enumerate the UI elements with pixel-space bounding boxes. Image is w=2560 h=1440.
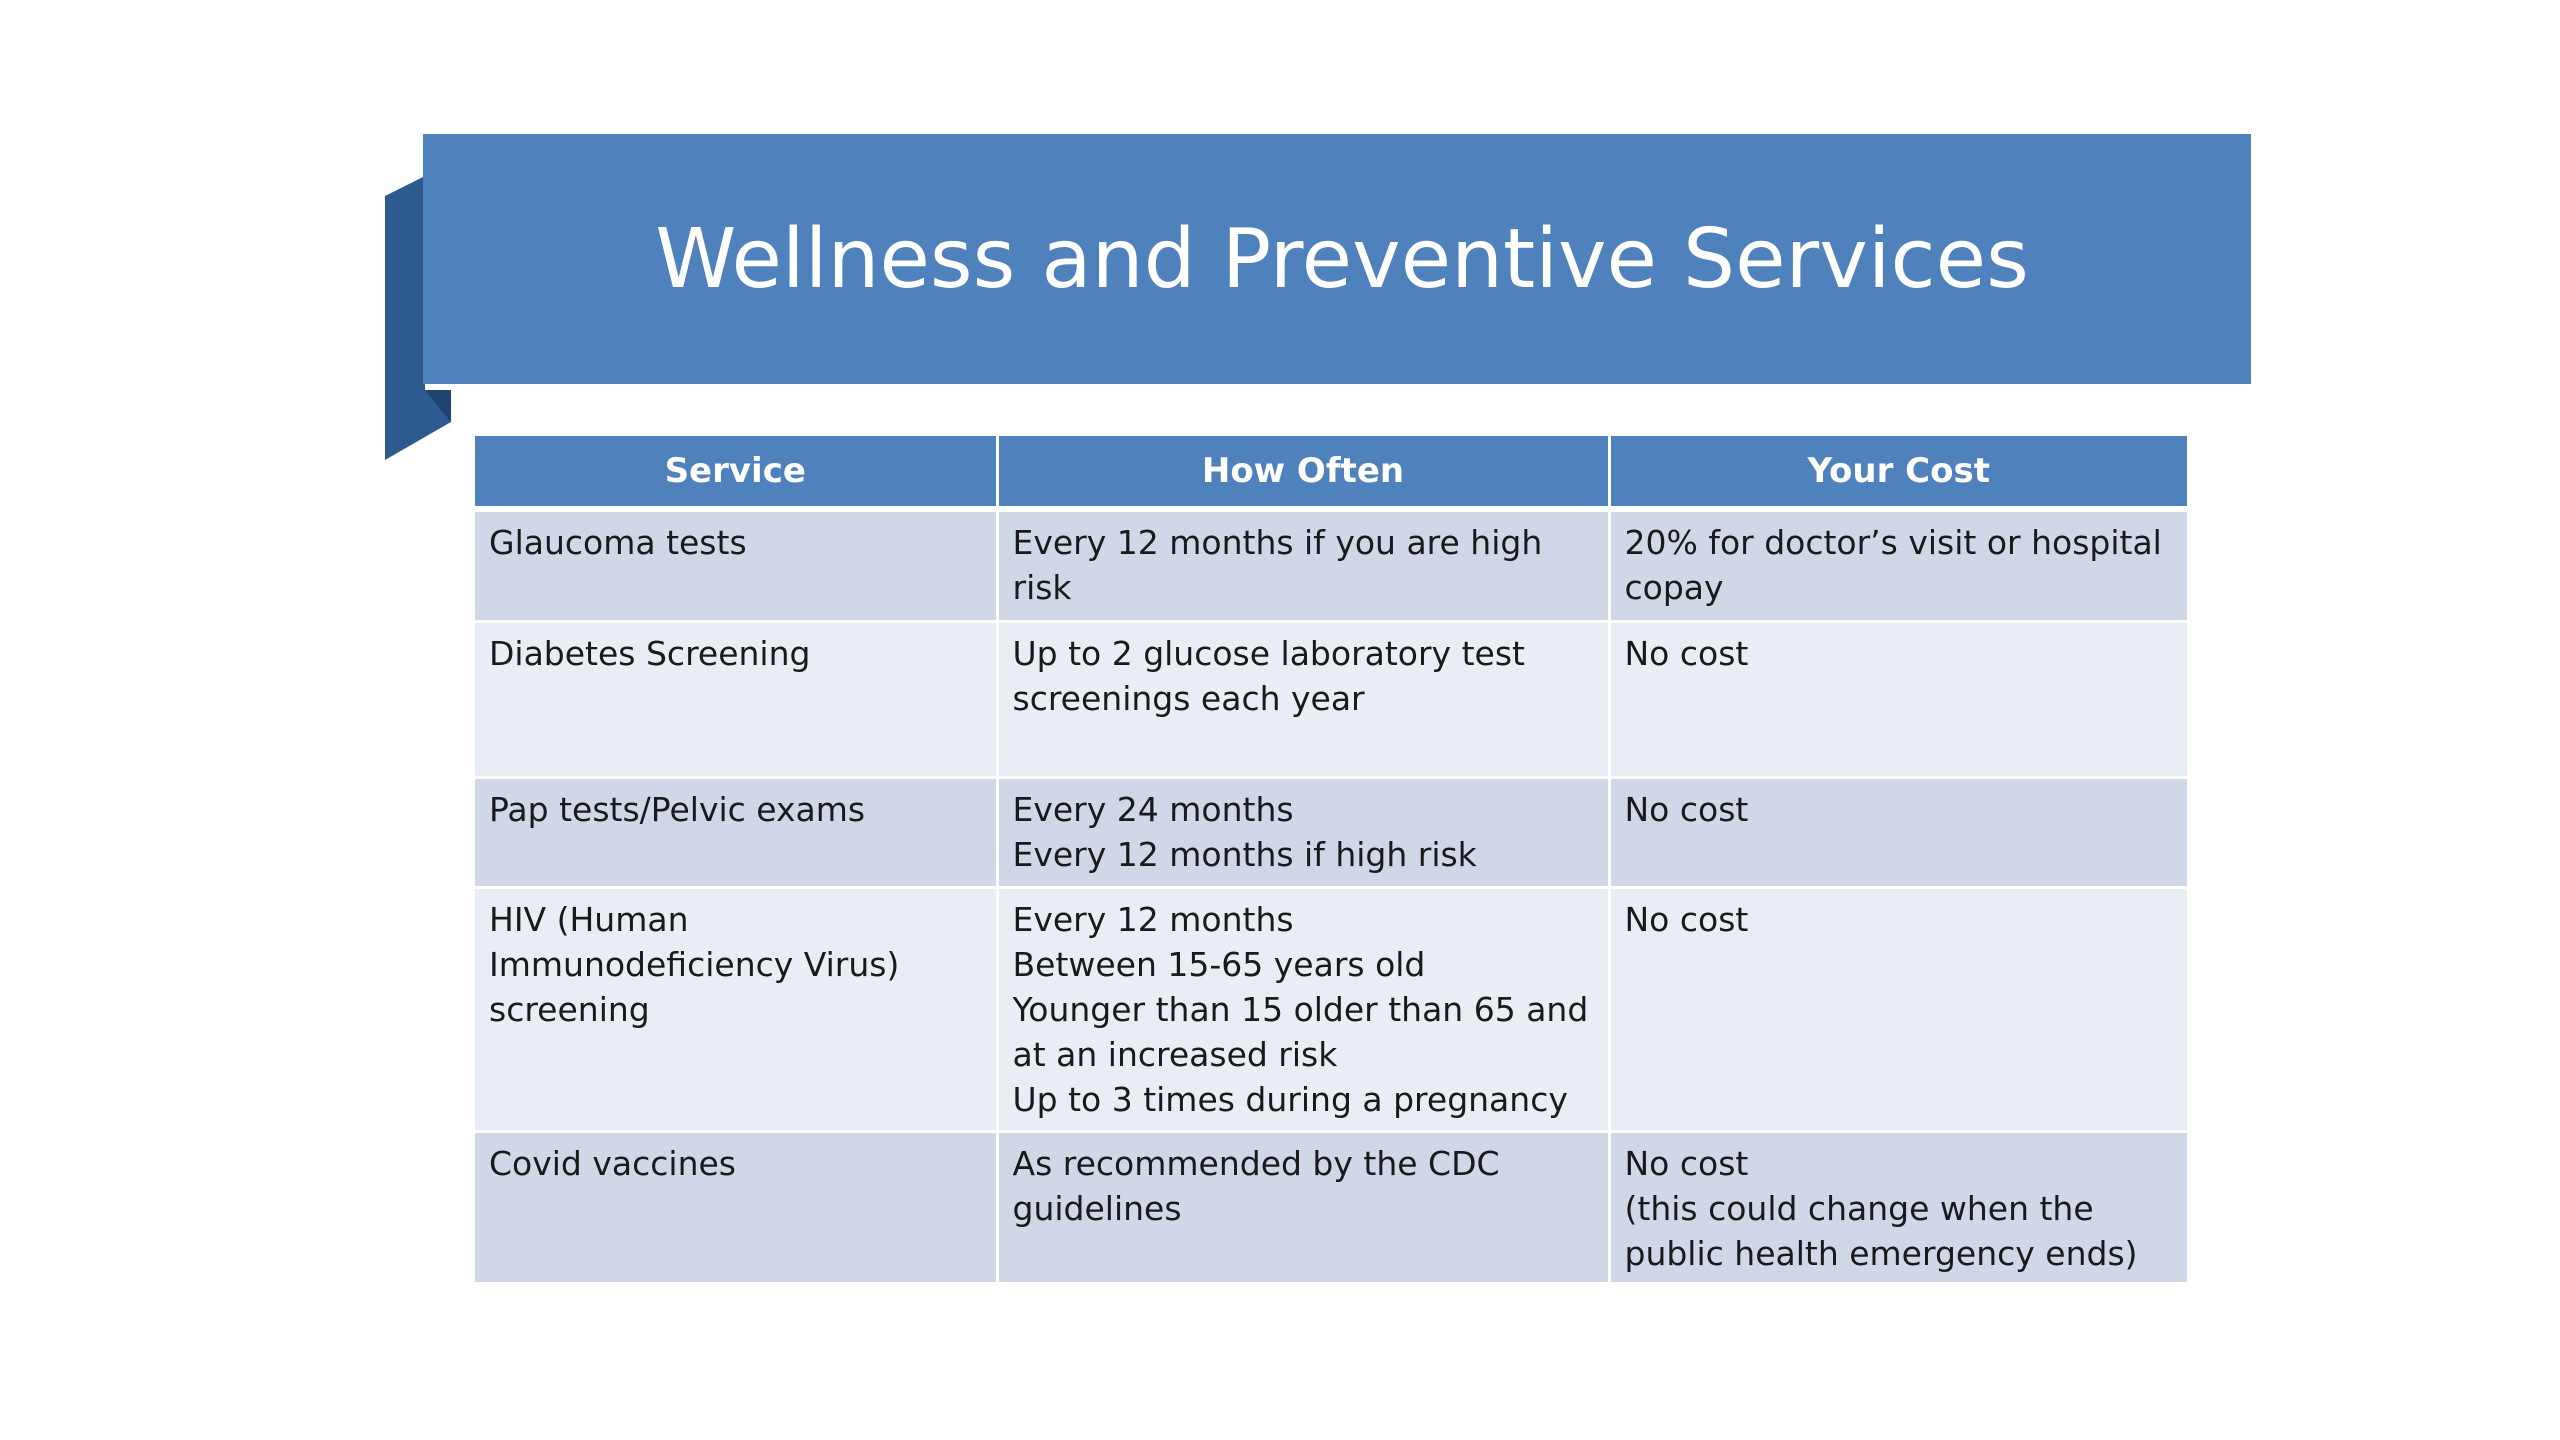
column-header-your-cost: Your Cost: [1609, 436, 2187, 509]
cell-how-often: [997, 887, 1609, 1131]
cell-service: [475, 1131, 997, 1283]
cell-text: Pap tests/Pelvic exams: [489, 789, 866, 829]
cell-text: (this could change when the public health emergency ends): [1624, 1188, 2138, 1273]
table-row: [475, 887, 2187, 1131]
table-row: [475, 1131, 2187, 1283]
column-header-how-often: How Often: [997, 436, 1609, 509]
cell-service: [475, 509, 997, 621]
cell-cost: [1609, 777, 2187, 887]
cell-how-often: [997, 621, 1609, 777]
cell-cost: [1609, 509, 2187, 621]
cell-text: Up to 2 glucose laboratory test screenings each year: [1012, 633, 1525, 718]
cell-text: No cost: [1624, 789, 1749, 829]
cell-text: Between 15-65 years old: [1012, 944, 1426, 984]
table-header-row: [475, 436, 2187, 509]
column-header-service: Service: [475, 436, 997, 509]
cell-text: 20% for doctor’s visit or hospital copay: [1624, 523, 2162, 607]
cell-text: As recommended by the CDC guidelines: [1012, 1143, 1500, 1228]
table-row: [475, 621, 2187, 777]
cell-text: No cost: [1624, 1143, 1749, 1183]
cell-cost: [1609, 1131, 2187, 1283]
cell-service: [475, 777, 997, 887]
cell-how-often: [997, 1131, 1609, 1283]
title-banner: [423, 134, 2251, 384]
cell-text: Every 12 months: [1012, 899, 1294, 939]
cell-cost: [1609, 621, 2187, 777]
cell-how-often: [997, 509, 1609, 621]
cell-text: Every 12 months if you are high risk: [1012, 523, 1543, 607]
cell-text: Every 12 months if high risk: [1012, 834, 1477, 874]
cell-service: [475, 621, 997, 777]
cell-text: Up to 3 times during a pregnancy: [1012, 1079, 1568, 1119]
cell-text: Every 24 months: [1012, 789, 1294, 829]
cell-service: [475, 887, 997, 1131]
cell-text: Younger than 15 older than 65 and at an increased risk: [1012, 989, 1589, 1074]
slide-title: Wellness and Preventive Services: [655, 211, 2029, 307]
cell-cost: [1609, 887, 2187, 1131]
cell-text: Glaucoma tests: [489, 523, 747, 562]
table-row: [475, 509, 2187, 621]
services-table: [475, 436, 2187, 1285]
cell-text: Covid vaccines: [489, 1143, 736, 1183]
cell-text: No cost: [1624, 899, 1749, 939]
cell-text: Diabetes Screening: [489, 633, 811, 673]
cell-text: HIV (Human Immunodeficiency Virus) screening: [489, 899, 900, 1029]
table-row: [475, 777, 2187, 887]
cell-text: No cost: [1624, 633, 1749, 673]
cell-how-often: [997, 777, 1609, 887]
